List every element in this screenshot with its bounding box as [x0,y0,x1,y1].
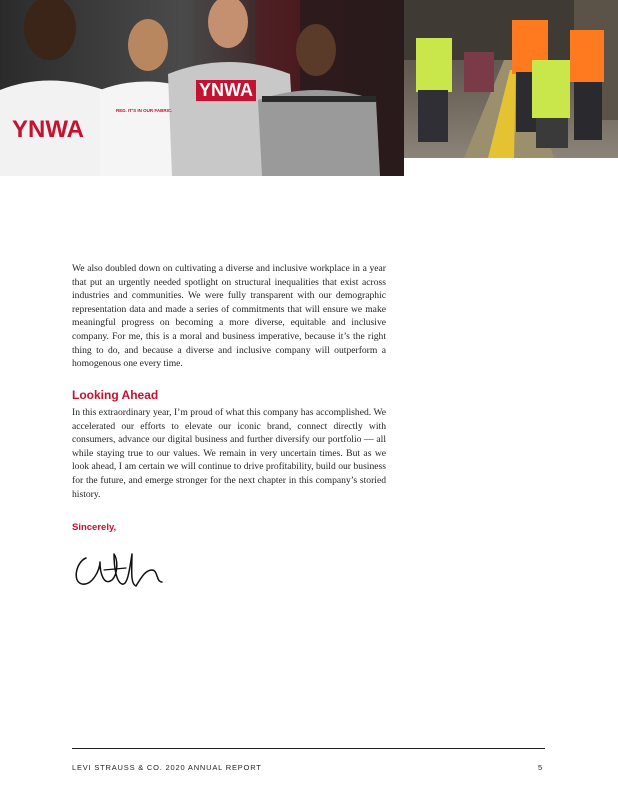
closing-salutation: Sincerely, [72,522,117,533]
shirt-text-right: YNWA [196,80,256,101]
signature [70,540,166,597]
warehouse-illustration [404,0,618,158]
shirt-text-middle: RED. IT'S IN OUR FABRIC. [116,108,173,113]
body-paragraph-looking-ahead: In this extraordinary year, I’m proud of what this company has accomplished. We accelerated our efforts to elevate our iconic brand, connect directly with consumers, advance our digital business and further diversify our portfolio — all while staying true to our values. We remain in very uncertain times. But as we look ahead, I am certain we will continue to drive profitability, build our business for the future, and emerge stronger for the next chapter in this company’s storied history. [72,407,386,500]
footer-page-number: 5 [538,763,543,772]
handwritten-signature [70,540,166,592]
shirt-text-left: YNWA [12,116,84,143]
footer-divider [72,748,545,749]
section-heading-looking-ahead: Looking Ahead [72,388,159,402]
header-photo-warehouse [404,0,618,158]
body-paragraph-diversity: We also doubled down on cultivating a diverse and inclusive workplace in a year that put an urgently needed spotlight on structural inequalities that exist across industries and communities. We were fully transparent with our demographic representation data and made a series of commitments that will ensure we make meaningful progress on becoming a more diverse, equitable and inclusive company. For me, this is a moral and business imperative, because it’s the right thing to do, and because a diverse and inclusive company will outperform a homogenous one every time. [72,263,386,370]
header-photo-athletes [0,0,404,176]
footer-report-title: LEVI STRAUSS & CO. 2020 ANNUAL REPORT [72,763,262,772]
